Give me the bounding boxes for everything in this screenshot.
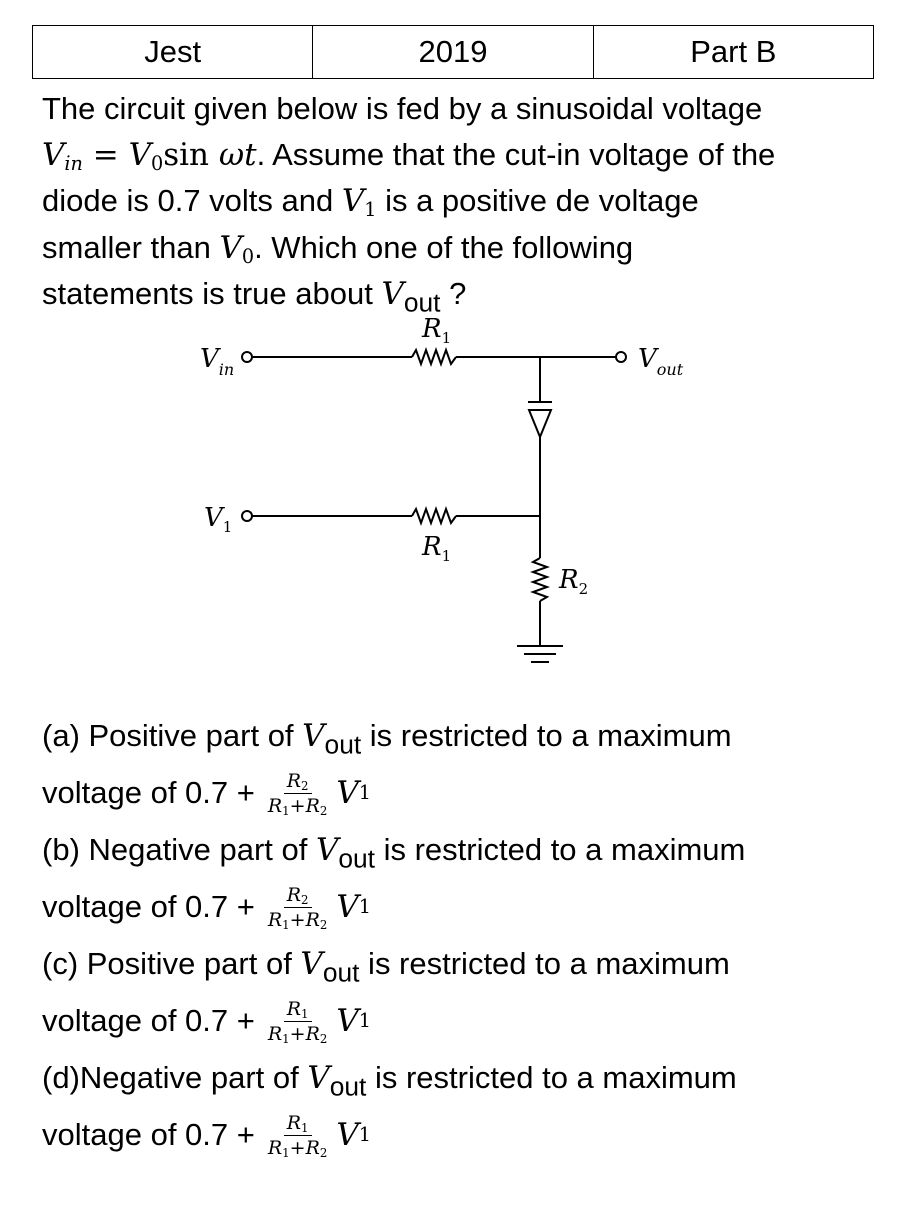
fraction <box>265 769 331 818</box>
header-year: 2019 <box>313 26 593 79</box>
v1-terminal <box>242 511 252 521</box>
fraction-numerator: $R_1$ <box>284 1111 312 1136</box>
option-c[interactable] <box>42 940 902 1054</box>
option-d-voltage: voltage of 0.7 + $\frac{R_1}{R_1+R_2}$ V 1 <box>42 1111 372 1160</box>
resistor-r1-bottom <box>412 509 456 523</box>
label-r1-top: $R_1$ <box>422 314 452 347</box>
question-line-3: diode is 0.7 volts and $V_1$ is a positive de voltage <box>42 183 699 221</box>
vout-terminal <box>616 352 626 362</box>
option-d[interactable] <box>42 1054 902 1168</box>
label-r2: $R_2$ <box>559 565 589 598</box>
fraction-denominator: $R_1+R_2$ <box>267 1022 328 1046</box>
question-line-5: statements is true about $V_{out}$ ? <box>42 276 467 318</box>
header-row <box>33 26 874 79</box>
circuit-diagram <box>190 305 710 675</box>
resistor-r2 <box>533 558 547 601</box>
label-vin: $V_{in}$ <box>200 344 235 379</box>
option-b-voltage: voltage of 0.7 + $\frac{R_2}{R_1+R_2}$ V 1 <box>42 883 372 932</box>
option-b-line: (b) Negative part of $V_{out}$ is restricted to a maximum <box>42 832 746 874</box>
option-a-line: (a) Positive part of $V_{out}$ is restricted to a maximum <box>42 718 732 760</box>
resistor-r1-top <box>412 350 456 364</box>
question-line-1: The circuit given below is fed by a sinusoidal voltage <box>42 91 763 126</box>
fraction <box>265 883 331 932</box>
label-vout: $V_{out}$ <box>638 344 684 379</box>
option-a[interactable] <box>42 712 902 826</box>
question-line-2: $V_{in} = V_0\sin$ ωt. Assume that the cut-in voltage of the <box>42 136 776 175</box>
fraction-numerator: $R_2$ <box>284 883 312 908</box>
option-d-line: (d)Negative part of $V_{out}$ is restricted to a maximum <box>42 1060 737 1102</box>
fraction-denominator: $R_1+R_2$ <box>267 1136 328 1160</box>
fraction-numerator: $R_1$ <box>284 997 312 1022</box>
fraction-denominator: $R_1+R_2$ <box>267 794 328 818</box>
header-part: Part B <box>593 26 873 79</box>
vin-terminal <box>242 352 252 362</box>
question-text <box>42 86 892 318</box>
option-c-line: (c) Positive part of $V_{out}$ is restricted to a maximum <box>42 946 730 988</box>
label-r1-bottom: $R_1$ <box>422 532 452 565</box>
fraction-denominator: $R_1+R_2$ <box>267 908 328 932</box>
fraction-numerator: $R_2$ <box>284 769 312 794</box>
question-line-4: smaller than $V_0$. Which one of the following <box>42 229 634 268</box>
fraction <box>265 1111 331 1160</box>
diode-icon <box>529 410 551 437</box>
options-list <box>42 712 902 1168</box>
option-a-voltage: voltage of 0.7 + $\frac{R_2}{R_1+R_2}$ V 1 <box>42 769 372 818</box>
option-c-voltage: voltage of 0.7 + $\frac{R_1}{R_1+R_2}$ V 1 <box>42 997 372 1046</box>
label-v1: $V_1$ <box>204 503 233 536</box>
fraction <box>265 997 331 1046</box>
header-table <box>32 25 874 79</box>
option-b[interactable] <box>42 826 902 940</box>
header-exam: Jest <box>33 26 313 79</box>
